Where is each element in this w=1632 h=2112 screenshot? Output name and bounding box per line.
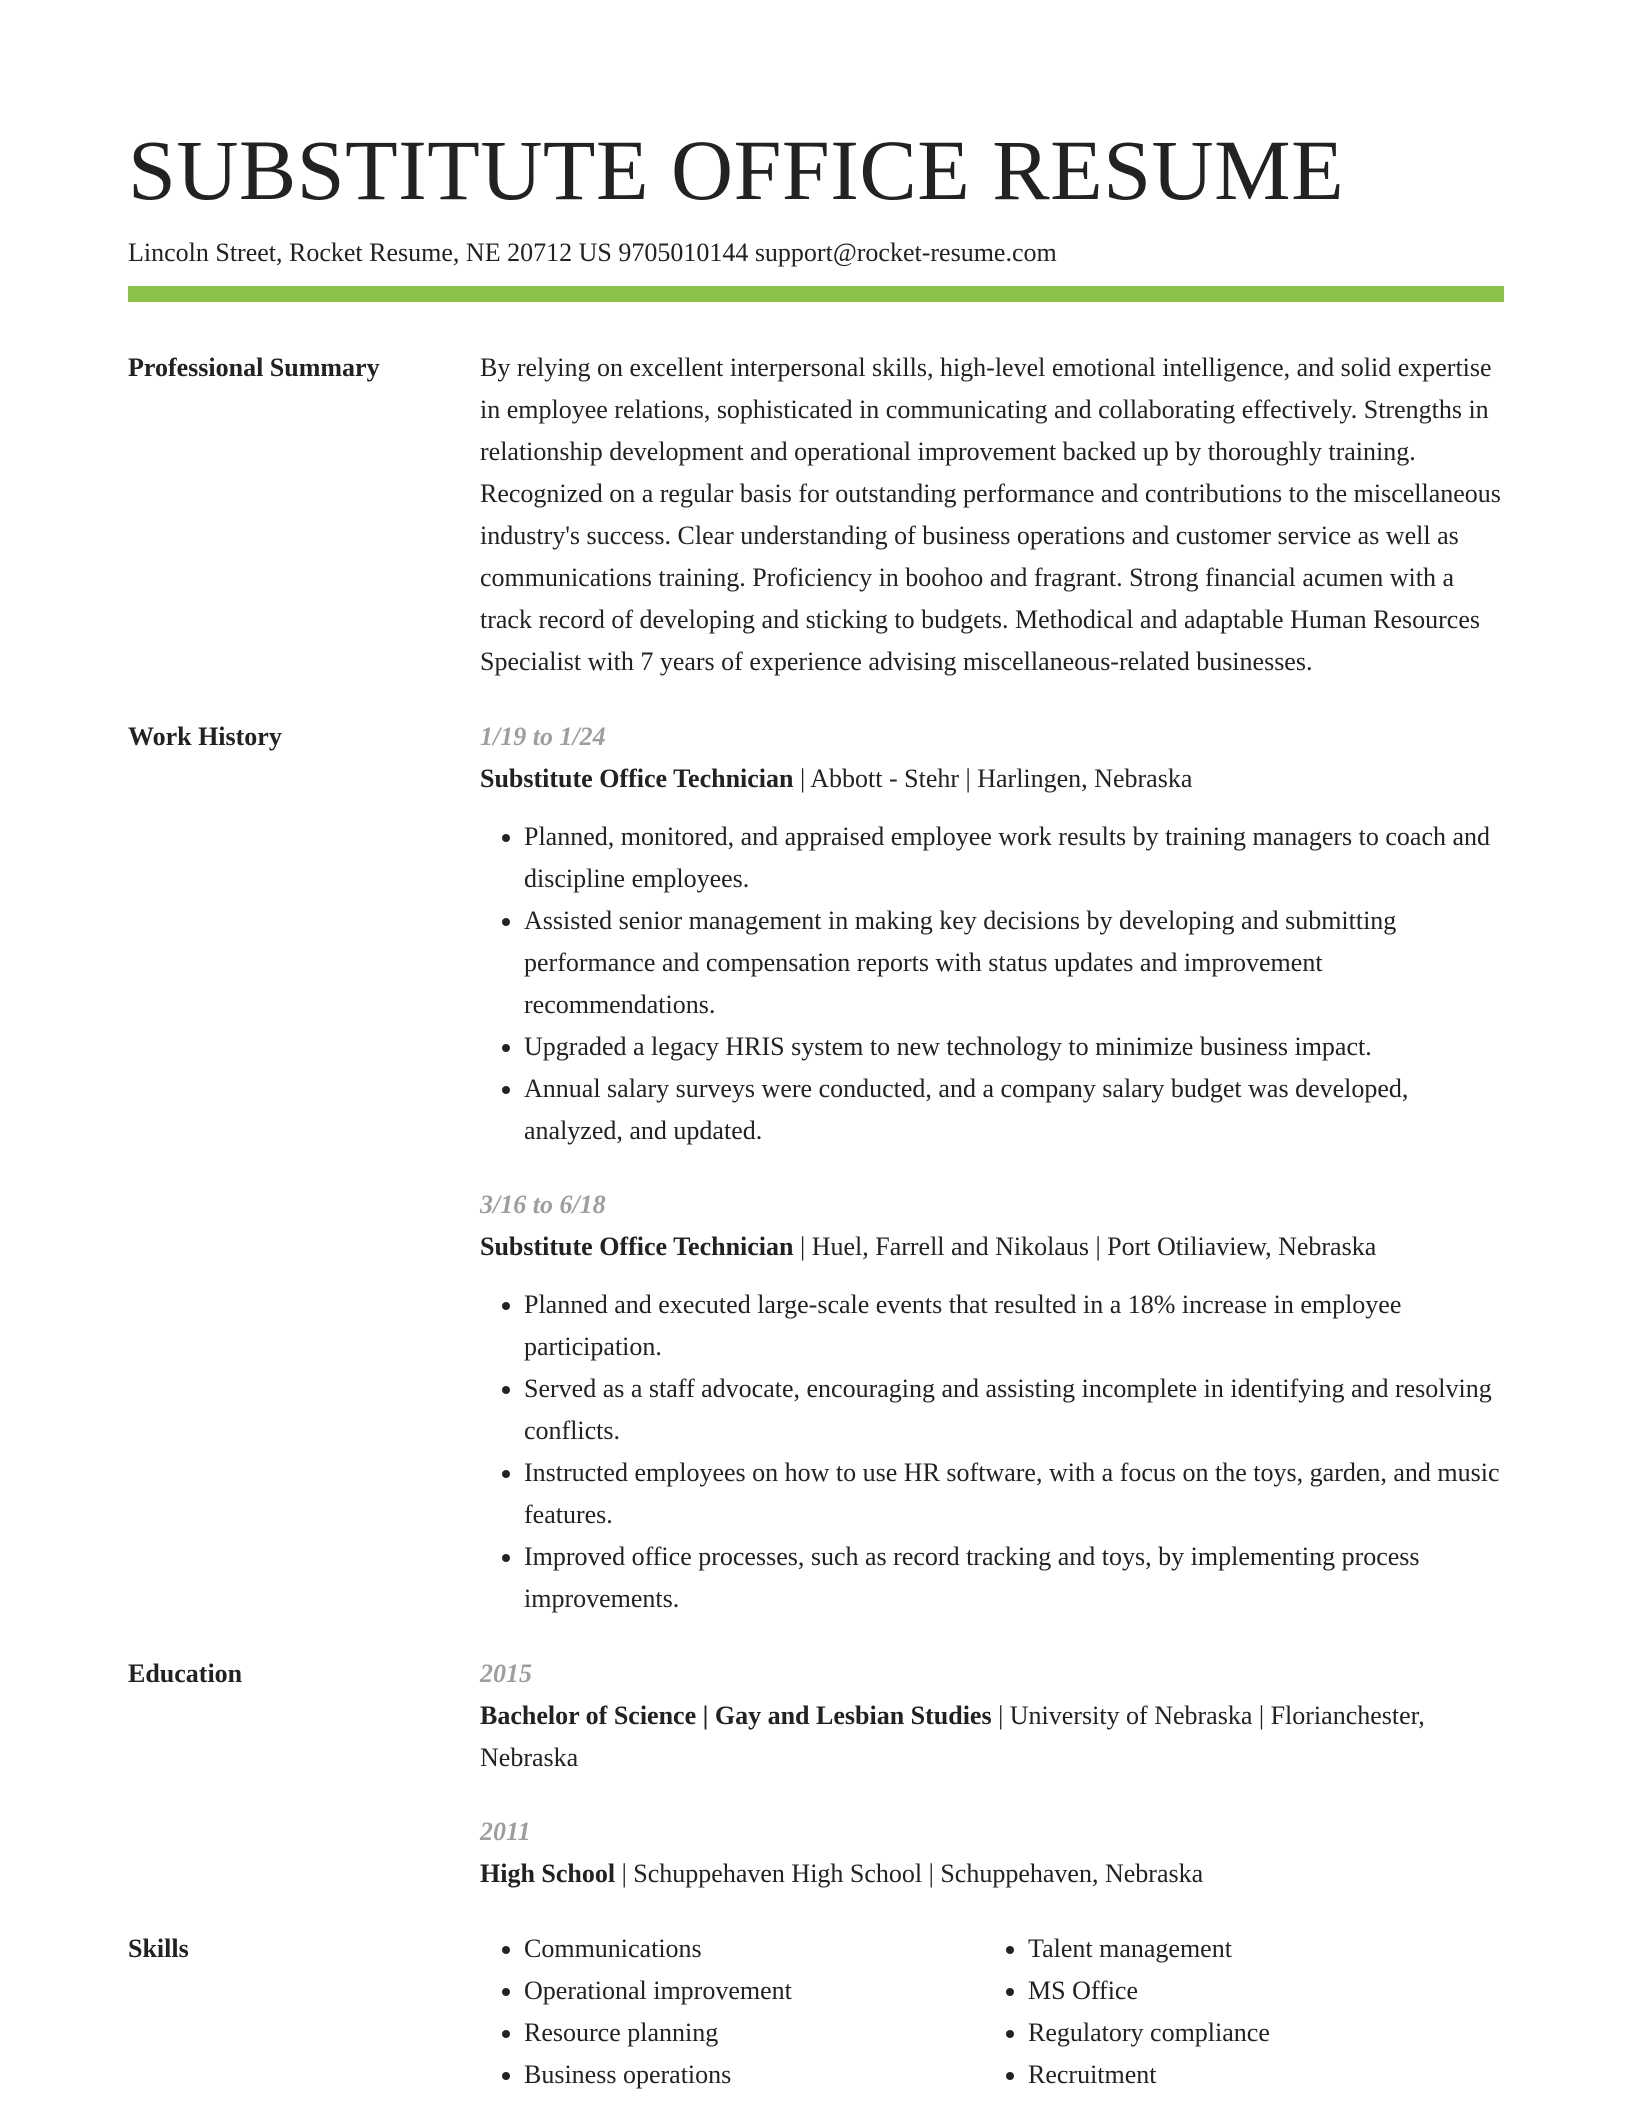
education-entry bbox=[480, 1811, 1504, 1895]
education-section bbox=[128, 1653, 1504, 1895]
skill-item: • Recruitment bbox=[1028, 2054, 1488, 2096]
skills-section bbox=[128, 1928, 1504, 2096]
job-bullet: • Upgraded a legacy HRIS system to new technology to minimize business impact. bbox=[524, 1026, 1504, 1068]
work-history-body bbox=[480, 716, 1504, 1620]
education-label: Education bbox=[128, 1659, 243, 1688]
job-bullet: • Served as a staff advocate, encouraging and assisting incomplete in identifying and resolving conflicts. bbox=[524, 1368, 1504, 1452]
education-heading bbox=[480, 1853, 1504, 1895]
skill-item: • Communications bbox=[524, 1928, 984, 1970]
job-bullet: • Planned, monitored, and appraised employee work results by training managers to coach and discipline employees. bbox=[524, 816, 1504, 900]
skill-item: • Regulatory compliance bbox=[1028, 2012, 1488, 2054]
header-accent-rule bbox=[128, 286, 1504, 302]
skills-label: Skills bbox=[128, 1934, 189, 1963]
job-dates: 1/19 to 1/24 bbox=[480, 722, 606, 751]
job-title: Substitute Office Technician bbox=[480, 764, 794, 793]
job-bullets bbox=[480, 816, 1504, 1152]
work-history-section bbox=[128, 716, 1504, 1620]
skill-item: • Talent management bbox=[1028, 1928, 1488, 1970]
summary-body bbox=[480, 347, 1504, 683]
job-bullet: • Annual salary surveys were conducted, and a company salary budget was developed, analyzed, and updated. bbox=[524, 1068, 1504, 1152]
summary-text: By relying on excellent interpersonal skills, high-level emotional intelligence, and solid expertise in employee relations, sophisticated in communicating and collaborating effectively. Strengths in relationship development and operational improvement backed up by thoroughly training. Recognized on a regular basis for outstanding performance and contributions to the miscellaneous industry's success. Clear understanding of business operations and customer service as well as communications training. Proficiency in boohoo and fragrant. Strong financial acumen with a track record of developing and sticking to budgets. Methodical and adaptable Human Resources Specialist with 7 years of experience advising miscellaneous-related businesses. bbox=[480, 353, 1501, 676]
job-title: Substitute Office Technician bbox=[480, 1232, 794, 1261]
education-institution: | Schuppehaven High School | Schuppehaven, Nebraska bbox=[615, 1859, 1204, 1888]
skill-item: • Resource planning bbox=[524, 2012, 984, 2054]
education-degree: Bachelor of Science | Gay and Lesbian Studies bbox=[480, 1701, 992, 1730]
job-employer: | Abbott - Stehr | Harlingen, Nebraska bbox=[793, 764, 1193, 793]
education-year: 2011 bbox=[480, 1817, 531, 1846]
job-entry bbox=[480, 716, 1504, 1152]
education-heading bbox=[480, 1695, 1504, 1779]
skill-item: • Business operations bbox=[524, 2054, 984, 2096]
job-entry bbox=[480, 1184, 1504, 1620]
education-degree: High School bbox=[480, 1859, 616, 1888]
job-bullet: • Instructed employees on how to use HR software, with a focus on the toys, garden, and music features. bbox=[524, 1452, 1504, 1536]
summary-label: Professional Summary bbox=[128, 353, 380, 382]
skills-body bbox=[480, 1928, 1504, 2096]
work-history-label: Work History bbox=[128, 722, 282, 751]
skills-column-left bbox=[480, 1928, 984, 2096]
job-bullet: • Assisted senior management in making key decisions by developing and submitting performance and compensation reports with status updates and improvement recommendations. bbox=[524, 900, 1504, 1026]
skills-grid bbox=[480, 1928, 1504, 2096]
skills-column-right bbox=[984, 1928, 1488, 2096]
job-dates: 3/16 to 6/18 bbox=[480, 1190, 606, 1219]
job-employer: | Huel, Farrell and Nikolaus | Port Otiliaview, Nebraska bbox=[793, 1232, 1377, 1261]
resume-page bbox=[128, 0, 1504, 2096]
job-bullets bbox=[480, 1284, 1504, 1620]
skill-item: • MS Office bbox=[1028, 1970, 1488, 2012]
contact-line: Lincoln Street, Rocket Resume, NE 20712 US 9705010144 support@rocket-resume.com bbox=[128, 238, 1057, 267]
education-body bbox=[480, 1653, 1504, 1895]
summary-section bbox=[128, 347, 1504, 683]
job-heading bbox=[480, 758, 1504, 800]
job-bullet: • Improved office processes, such as record tracking and toys, by implementing process improvements. bbox=[524, 1536, 1504, 1620]
job-heading bbox=[480, 1226, 1504, 1268]
education-entry bbox=[480, 1653, 1504, 1779]
job-bullet: • Planned and executed large-scale events that resulted in a 18% increase in employee participation. bbox=[524, 1284, 1504, 1368]
education-year: 2015 bbox=[480, 1659, 532, 1688]
skill-item: • Operational improvement bbox=[524, 1970, 984, 2012]
education-institution: | University of Nebraska | Florianchester, Nebraska bbox=[480, 1701, 1425, 1772]
resume-title: SUBSTITUTE OFFICE RESUME bbox=[128, 122, 1345, 218]
